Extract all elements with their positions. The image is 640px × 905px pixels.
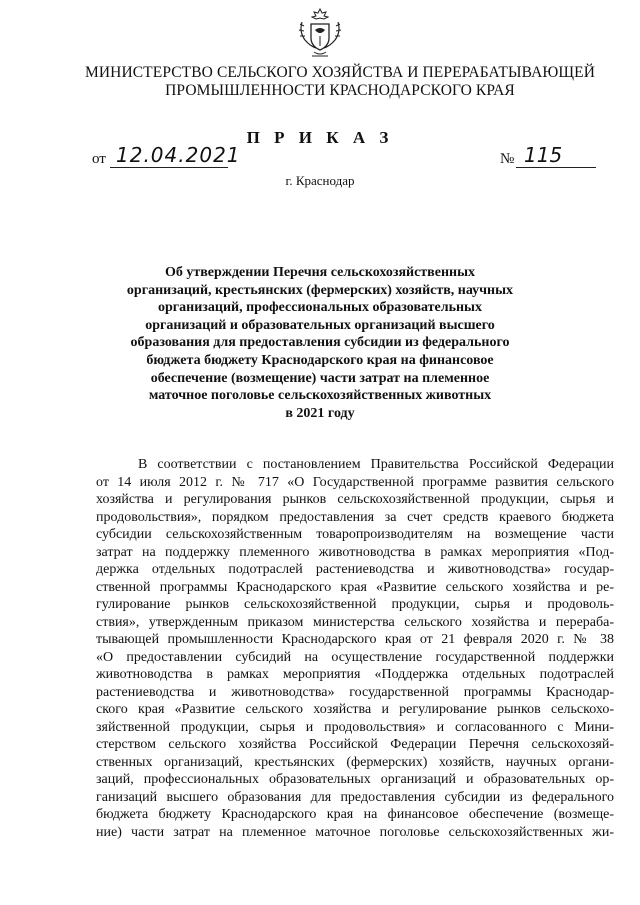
body-line: гулирование рынков сельскохозяйственной продукции, сырья и продоволь- xyxy=(96,597,614,612)
order-number: 115 xyxy=(516,143,596,168)
order-body xyxy=(96,456,614,841)
body-line: продовольствия», порядком предоставления за счет средств краевого бюджета xyxy=(96,509,614,525)
body-line: «О предоставлении субсидий на осуществление государственной поддержки xyxy=(96,649,614,665)
body-line: затрат на поддержку племенного животноводства в рамках мероприятия «Под- xyxy=(96,544,614,560)
body-line: держка отдельных подотраслей растениеводства и животноводства» государ- xyxy=(96,562,614,577)
title-line: в 2021 году xyxy=(285,405,355,421)
order-date: 12.04.2021 xyxy=(110,143,228,168)
order-title xyxy=(120,264,520,422)
body-line: В соответствии с постановлением Правительства Российской Федерации xyxy=(138,457,614,472)
title-line: организаций, крестьянских (фермерских) хозяйств, научных xyxy=(126,282,514,298)
body-line: ственных организаций, крестьянских (фермерских) хозяйств, научных органи- xyxy=(96,754,614,770)
date-label: от xyxy=(92,151,106,167)
title-line: организаций и образовательных организаций высшего xyxy=(145,317,495,333)
title-line: обеспечение (возмещение) части затрат на племенное xyxy=(150,370,490,386)
number-label: № xyxy=(500,151,515,167)
document-type: П Р И К А З xyxy=(246,128,394,147)
ministry-name xyxy=(80,64,600,100)
body-line: ганизаций высшего образования для предоставления субсидии из федерального xyxy=(96,789,614,805)
body-line: ственной программы Краснодарского края «Развитие сельского хозяйства и ре- xyxy=(96,579,614,595)
body-line: хозяйства и регулирования рынков сельскохозяйственной продукции, сырья и xyxy=(96,492,614,507)
body-line: животноводства в рамках мероприятия «Поддержка отдельных подотраслей xyxy=(96,667,614,682)
title-line: маточное поголовье сельскохозяйственных животных xyxy=(148,388,492,404)
title-line: Об утверждении Перечня сельскохозяйственных xyxy=(164,265,476,280)
title-line: бюджета бюджету Краснодарского края на финансовое xyxy=(146,352,494,368)
title-line: организаций, профессиональных образовательных xyxy=(158,300,482,316)
body-line: ского края «Развитие сельского хозяйства и регулирование рынков сельскохо- xyxy=(96,702,614,717)
body-line: заций, профессиональных образовательных организаций и образовательных ор- xyxy=(96,772,614,787)
body-line: субсидии сельскохозяйственным товаропроизводителям на возмещение части xyxy=(96,527,614,542)
body-line: зяйственной продукции, сырья и продовольствия» и согласованного с Мини- xyxy=(96,719,614,735)
title-line: образования для предоставления субсидии из федерального xyxy=(130,335,510,351)
body-line: стерством сельского хозяйства Российской Федерации Перечня сельскохозяй- xyxy=(96,737,614,752)
ministry-name-line-2: ПРОМЫШЛЕННОСТИ КРАСНОДАРСКОГО КРАЯ xyxy=(165,82,515,99)
city: г. Краснодар xyxy=(285,173,355,188)
coat-of-arms-icon xyxy=(296,6,344,60)
body-line: растениеводства и животноводства» государственной программы Краснодар- xyxy=(96,684,614,700)
body-line: ние) части затрат на племенное маточное поголовье сельскохозяйственных жи- xyxy=(96,824,614,840)
body-line: бюджета бюджету Краснодарского края на финансовое обеспечение (возмеще- xyxy=(96,807,614,822)
body-line: тывающей промышленности Краснодарского края от 21 февраля 2020 г. № 38 xyxy=(96,632,614,647)
body-line: от 14 июля 2012 г. № 717 «О Государственной программе развития сельского xyxy=(96,474,614,490)
body-line: ствия», утвержденным приказом министерства сельского хозяйства и перераба- xyxy=(96,614,614,630)
ministry-name-line-1: МИНИСТЕРСТВО СЕЛЬСКОГО ХОЗЯЙСТВА И ПЕРЕРАБАТЫВАЮЩЕЙ xyxy=(84,64,595,81)
